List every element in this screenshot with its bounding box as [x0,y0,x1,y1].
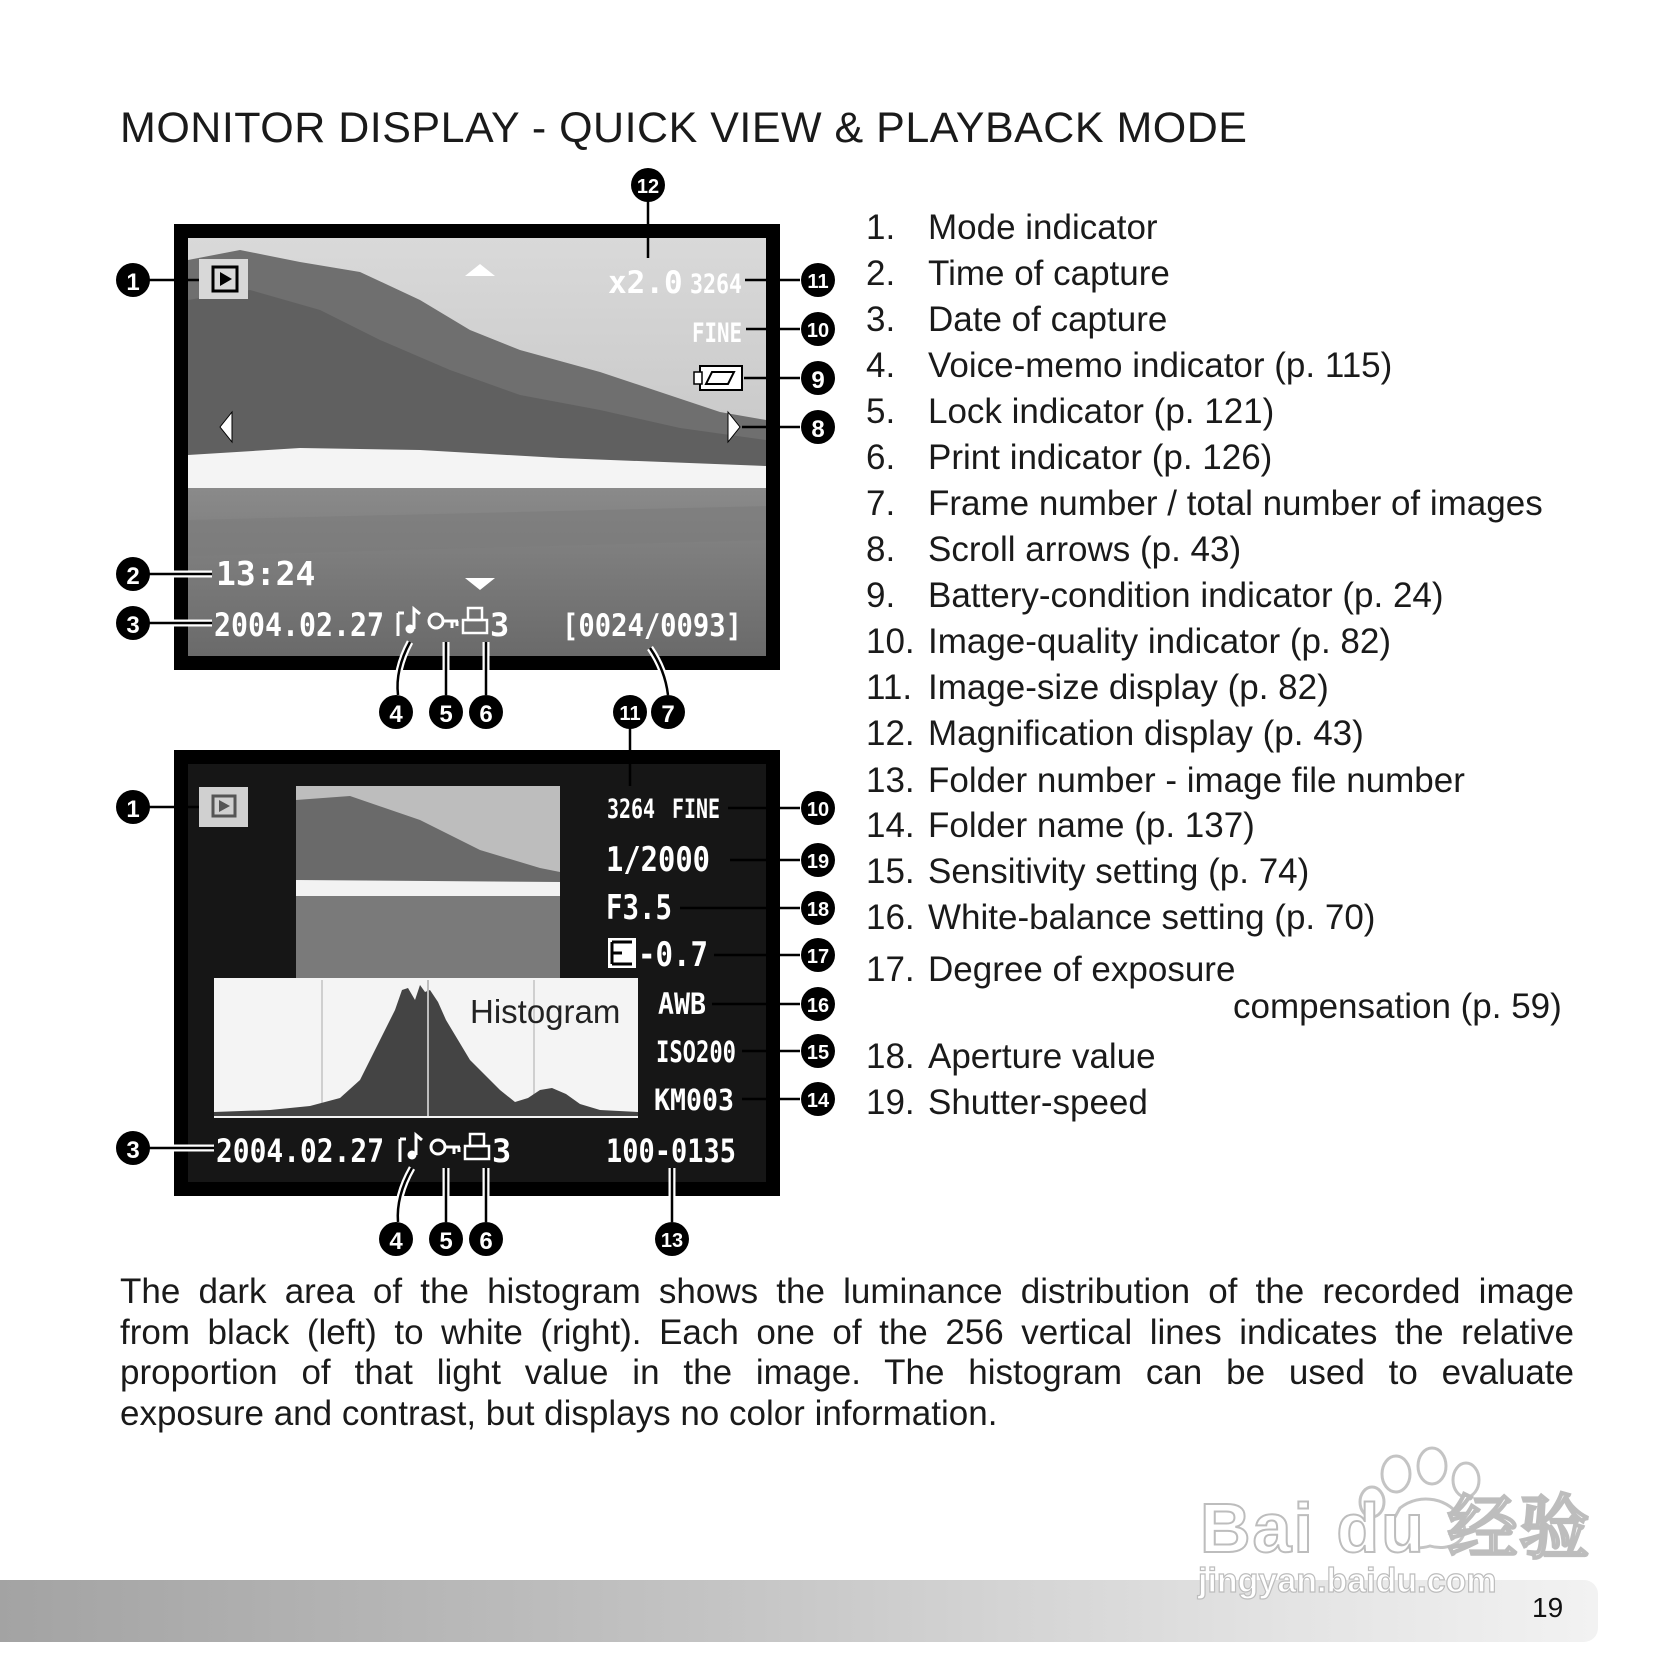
callout-15: 15 [806,1042,830,1064]
page-number: 19 [1532,1592,1564,1623]
callout-6b: 6 [479,1228,493,1255]
callout-13: 13 [660,1230,684,1252]
page-title: MONITOR DISPLAY - QUICK VIEW & PLAYBACK MODE [120,104,1248,152]
legend-item: 4. Voice-memo indicator (p. 115) [866,346,1393,385]
print-count: 3 [490,606,510,644]
legend-item: 6. Print indicator (p. 126) [866,438,1273,477]
legend-item: 1. Mode indicator [866,208,1158,247]
callout-11b: 11 [619,703,641,725]
callout-10: 10 [806,320,830,342]
callout-7: 7 [661,701,675,728]
paragraph-line: proportion of that light value in the image. The histogram can be used to evaluate [120,1353,1574,1392]
playback-mode-icon [199,259,248,299]
battery-icon [694,366,742,390]
legend-item: 3. Date of capture [866,300,1168,339]
legend-item: 9. Battery-condition indicator (p. 24) [866,576,1444,615]
aperture-value: F3.5 [606,888,672,928]
screen-playback-info [174,750,780,1196]
callout-4b: 4 [389,1228,403,1255]
legend-item: 7. Frame number / total number of images [866,484,1543,523]
histogram-description [120,1272,1574,1434]
watermark-url: jingyan.baidu.com [1198,1562,1497,1600]
callout-17: 17 [806,946,830,968]
image-size-value-2: 3264 [607,794,655,825]
callout-6: 6 [479,701,493,728]
quality-value-2: FINE [672,794,720,825]
histogram-label: Histogram [470,993,621,1030]
paragraph-line: from black (left) to white (right). Each one of the 256 vertical lines indicates the relative [120,1312,1574,1352]
callout-11: 11 [807,271,829,293]
callout-5: 5 [439,701,453,728]
magnification-value: x2.0 [608,265,683,301]
legend-item: 10. Image-quality indicator (p. 82) [866,622,1391,661]
callout-3: 3 [126,612,140,639]
callout-1: 1 [126,269,140,296]
legend-item: 16. White-balance setting (p. 70) [866,898,1376,937]
folder-name-value: KM003 [654,1083,734,1117]
mode-icon-small [199,787,248,827]
exposure-comp-icon [608,938,636,968]
callout-14: 14 [806,1090,830,1112]
legend-item: 5. Lock indicator (p. 121) [866,392,1275,431]
callout-4: 4 [389,701,403,728]
paragraph-line: The dark area of the histogram shows the luminance distribution of the recorded image [120,1272,1574,1311]
file-number-value: 100-0135 [606,1132,736,1170]
callout-5b: 5 [439,1228,453,1255]
callout-3b: 3 [126,1137,140,1164]
legend-item: 18. Aperture value [866,1037,1156,1076]
paragraph-line: exposure and contrast, but displays no color information. [120,1393,998,1433]
legend-item: 2. Time of capture [866,254,1170,293]
legend-item: 17. Degree of exposure compensation (p. 59) [866,950,1562,1026]
image-size-value: 3264 [690,269,742,300]
callout-10b: 10 [806,799,830,821]
iso-value: ISO200 [656,1035,736,1069]
legend-item: 13. Folder number - image file number [866,761,1465,800]
white-balance-value: AWB [658,987,706,1021]
callout-16: 16 [806,995,830,1017]
exposure-value: -0.7 [638,935,708,975]
legend-item: 11. Image-size display (p. 82) [866,668,1329,707]
legend-item: 15. Sensitivity setting (p. 74) [866,852,1310,891]
legend-item: 19. Shutter-speed [866,1083,1148,1122]
legend-item: 12. Magnification display (p. 43) [866,714,1364,753]
callout-19: 19 [806,851,830,873]
callout-2: 2 [126,563,140,590]
callout-18: 18 [806,899,830,921]
shutter-speed-value: 1/2000 [606,840,710,880]
thumbnail-photo [296,786,560,982]
callout-1b: 1 [126,796,140,823]
date-value: 2004.02.27 [214,606,384,644]
callout-8: 8 [811,416,825,443]
frame-counter: [0024/0093] [562,608,742,644]
quality-value: FINE [692,318,742,349]
callout-9: 9 [811,367,825,394]
legend-item: 8. Scroll arrows (p. 43) [866,530,1242,569]
date-value-2: 2004.02.27 [216,1132,384,1170]
print-count-2: 3 [492,1132,512,1170]
time-value: 13:24 [216,554,316,593]
screen-quick-view [174,224,780,670]
legend-item-continuation: compensation (p. 59) [1233,987,1562,1026]
callout-12: 12 [636,176,660,198]
legend-item: 14. Folder name (p. 137) [866,806,1255,845]
watermark-brand: Bai du 经验 [1200,1489,1592,1567]
